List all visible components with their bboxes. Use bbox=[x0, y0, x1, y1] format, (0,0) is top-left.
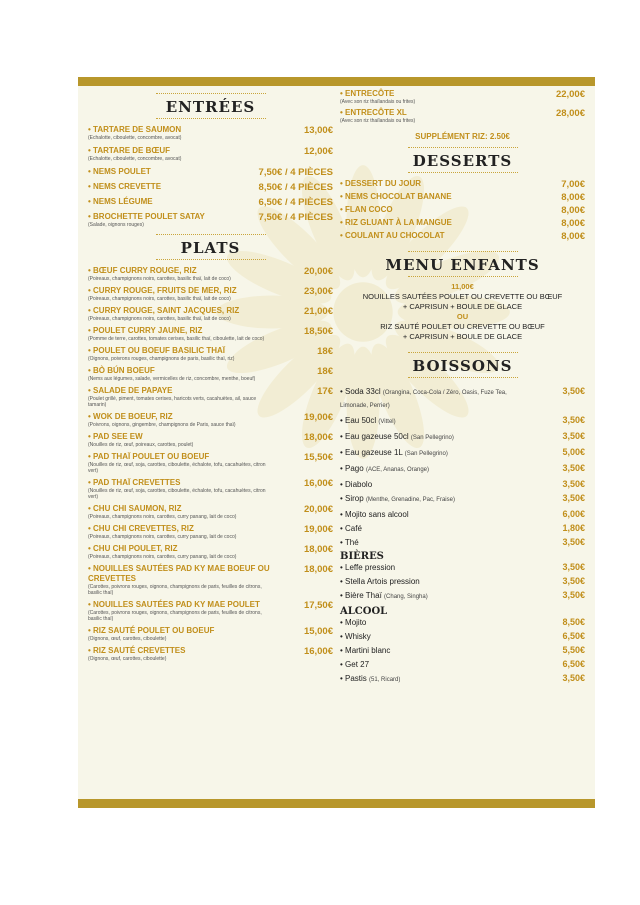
divider bbox=[408, 352, 518, 353]
drink-price: 8,50€ bbox=[562, 617, 585, 627]
menu-item bbox=[88, 197, 333, 207]
drink-price: 3,50€ bbox=[562, 537, 585, 547]
drink-item bbox=[340, 590, 585, 603]
enfants-price: 11,00€ bbox=[451, 282, 474, 291]
top-gold-bar bbox=[78, 77, 595, 86]
item-description: (Nouilles de riz, œuf, soja, carottes, ciboulette, échalote, tofu, cacahuètes, citron vert) bbox=[88, 462, 266, 474]
right-column bbox=[340, 89, 585, 689]
item-description: (Nems aux légumes, salade, vermicelles de riz, concombre, menthe, boeuf) bbox=[88, 376, 256, 382]
item-description: (Avec son riz thaïlandais ou frites) bbox=[340, 99, 416, 105]
drink-price: 3,50€ bbox=[562, 562, 585, 572]
divider bbox=[408, 251, 518, 252]
drink-label: • Diabolo bbox=[340, 480, 373, 489]
drink-label: • Whisky bbox=[340, 632, 371, 641]
menu-item bbox=[88, 286, 333, 302]
drink-name bbox=[340, 673, 585, 686]
menu-item bbox=[88, 306, 333, 322]
item-name: • RIZ GLUANT À LA MANGUE bbox=[340, 218, 452, 227]
item-name: • PAD THAÏ CREVETTES bbox=[88, 478, 181, 487]
item-name: • WOK DE BOEUF, RIZ bbox=[88, 412, 173, 421]
drink-item bbox=[340, 576, 585, 587]
drink-item bbox=[340, 386, 585, 412]
drink-name bbox=[340, 645, 585, 656]
menu-item bbox=[88, 600, 333, 622]
menu-page bbox=[78, 77, 595, 808]
menu-item bbox=[88, 146, 333, 162]
menu-item bbox=[88, 524, 333, 540]
drink-item bbox=[340, 509, 585, 520]
menu-item bbox=[340, 205, 585, 215]
item-price: 21,00€ bbox=[303, 306, 333, 317]
drink-price: 3,50€ bbox=[562, 431, 585, 441]
item-name: • NEMS CREVETTE bbox=[88, 182, 162, 191]
drink-label: • Mojito sans alcool bbox=[340, 510, 409, 519]
divider bbox=[156, 234, 266, 235]
boissons-title: BOISSONS bbox=[412, 357, 513, 375]
item-description: (Poireaux, champignons noirs, carottes, basilic thaï, lait de coco) bbox=[88, 316, 231, 322]
drink-price: 3,50€ bbox=[562, 673, 585, 683]
drink-item bbox=[340, 523, 585, 534]
item-name: • PAD THAÏ POULET OU BOEUF bbox=[88, 452, 210, 461]
drink-name bbox=[340, 523, 585, 534]
drink-item bbox=[340, 479, 585, 490]
drink-price: 6,50€ bbox=[562, 659, 585, 669]
menu-item bbox=[88, 125, 333, 141]
item-name: • NOUILLES SAUTÉES PAD KY MAE BOEUF OU CREVETTES bbox=[88, 564, 270, 583]
item-name: • NOUILLES SAUTÉES PAD KY MAE POULET bbox=[88, 600, 260, 609]
drink-price: 1,80€ bbox=[562, 523, 585, 533]
item-price: 18€ bbox=[317, 346, 333, 357]
item-price: 20,00€ bbox=[303, 266, 333, 277]
drink-name bbox=[340, 431, 585, 444]
item-description: (Poireaux, champignons noirs, carottes, curry panang, lait de coco) bbox=[88, 534, 237, 540]
item-description: (Pomme de terre, carottes, tomates cerises, basilic thaï, ciboulette, lait de coco) bbox=[88, 336, 265, 342]
item-name: • NEMS CHOCOLAT BANANE bbox=[340, 192, 452, 201]
item-description: (Nouilles de riz, œuf, poireaux, carottes, poulet) bbox=[88, 442, 194, 448]
item-name: • BŒUF CURRY ROUGE, RIZ bbox=[88, 266, 197, 275]
drink-price: 3,50€ bbox=[562, 463, 585, 473]
drink-label: • Eau gazeuse 50cl bbox=[340, 432, 409, 441]
drink-label: • Soda 33cl bbox=[340, 387, 381, 396]
drink-item bbox=[340, 673, 585, 686]
divider bbox=[408, 147, 518, 148]
drink-detail: (51, Ricard) bbox=[369, 677, 401, 683]
drink-detail: (Orangina, Coca-Cola / Zéro, Oasis, Fuze Tea, Limonade, Perrier) bbox=[340, 390, 507, 409]
divider bbox=[408, 276, 518, 277]
item-price: 22,00€ bbox=[555, 89, 585, 100]
drink-label: • Pastis bbox=[340, 674, 367, 683]
drink-price: 3,50€ bbox=[562, 415, 585, 425]
item-name: • SALADE DE PAPAYE bbox=[88, 386, 173, 395]
item-name: • ENTRECÔTE bbox=[340, 89, 395, 98]
desserts-title: DESSERTS bbox=[412, 152, 513, 170]
drink-item bbox=[340, 415, 585, 428]
drink-name bbox=[340, 590, 585, 603]
item-name: • CHU CHI SAUMON, RIZ bbox=[88, 504, 182, 513]
divider bbox=[408, 377, 518, 378]
item-price: 18,50€ bbox=[303, 326, 333, 337]
item-description: (Nouilles de riz, œuf, soja, carottes, ciboulette, échalote, tofu, cacahuètes, citron vert) bbox=[88, 488, 266, 500]
plats-title: PLATS bbox=[180, 239, 241, 257]
bottom-gold-bar bbox=[78, 799, 595, 808]
drink-item bbox=[340, 659, 585, 670]
item-description: (Echalotte, ciboulette, concombre, avocat) bbox=[88, 135, 182, 141]
item-name: • BROCHETTE POULET SATAY bbox=[88, 212, 205, 221]
menu-item bbox=[88, 412, 333, 428]
alcool-list bbox=[340, 617, 585, 686]
drink-price: 3,50€ bbox=[562, 576, 585, 586]
entrees-list bbox=[88, 125, 333, 228]
drink-label: • Thé bbox=[340, 538, 359, 547]
drink-detail: (Vittel) bbox=[378, 419, 396, 425]
item-description: (Salade, oignons rouges) bbox=[88, 222, 144, 228]
menu-item bbox=[88, 432, 333, 448]
plats-list bbox=[88, 266, 333, 662]
menu-item bbox=[340, 192, 585, 202]
drink-label: • Stella Artois pression bbox=[340, 577, 420, 586]
item-description: (Oignons, œuf, carottes, ciboulette) bbox=[88, 656, 167, 662]
drink-name bbox=[340, 617, 585, 628]
drink-price: 6,00€ bbox=[562, 509, 585, 519]
menu-item bbox=[88, 266, 333, 282]
drink-price: 3,50€ bbox=[562, 386, 585, 396]
enfants-option-1: NOUILLES SAUTÉES POULET OU CREVETTE OU BŒUF bbox=[362, 292, 563, 301]
left-column bbox=[88, 89, 333, 666]
item-description: (Echalotte, ciboulette, concombre, avocat) bbox=[88, 156, 182, 162]
menu-item bbox=[88, 386, 333, 408]
menu-item bbox=[88, 544, 333, 560]
drink-detail: (Chang, Singha) bbox=[384, 594, 428, 600]
item-name: • PAD SEE EW bbox=[88, 432, 143, 441]
enfants-option-1-extra: + CAPRISUN + BOULE DE GLACE bbox=[402, 302, 523, 311]
drink-item bbox=[340, 617, 585, 628]
item-price: 18€ bbox=[317, 366, 333, 377]
divider bbox=[156, 93, 266, 94]
drink-name bbox=[340, 386, 585, 412]
drink-detail: (Menthe, Grenadine, Pac, Fraise) bbox=[365, 497, 455, 503]
item-price: 15,50€ bbox=[303, 452, 333, 463]
drink-label: • Leffe pression bbox=[340, 563, 396, 572]
menu-item bbox=[88, 182, 333, 192]
item-name: • RIZ SAUTÉ POULET OU BOEUF bbox=[88, 626, 215, 635]
item-name: • DESSERT DU JOUR bbox=[340, 179, 422, 188]
item-price: 7,50€ / 4 PIÈCES bbox=[258, 212, 333, 223]
drink-price: 6,50€ bbox=[562, 631, 585, 641]
item-price: 8,00€ bbox=[561, 231, 585, 242]
item-price: 17,50€ bbox=[303, 600, 333, 611]
enfants-ou: OU bbox=[456, 312, 469, 321]
menu-item bbox=[340, 179, 585, 189]
item-name: • NEMS POULET bbox=[88, 167, 151, 176]
drink-name bbox=[340, 562, 585, 573]
desserts-list bbox=[340, 179, 585, 241]
entrees-title: ENTRÉES bbox=[165, 98, 256, 116]
boissons-list bbox=[340, 386, 585, 548]
item-name: • CURRY ROUGE, SAINT JACQUES, RIZ bbox=[88, 306, 240, 315]
drink-item bbox=[340, 631, 585, 642]
drink-name bbox=[340, 493, 585, 506]
drink-label: • Pago bbox=[340, 464, 364, 473]
item-name: • ENTRECÔTE XL bbox=[340, 108, 407, 117]
item-price: 20,00€ bbox=[303, 504, 333, 515]
drink-item bbox=[340, 562, 585, 573]
bieres-title: BIÈRES bbox=[340, 551, 384, 562]
item-name: • POULET CURRY JAUNE, RIZ bbox=[88, 326, 203, 335]
item-description: (Carottes, poivrons rouges, oignons, champignons de paris, feuilles de citrons, basilic thaï) bbox=[88, 610, 262, 622]
drink-detail: (San Pellegrino) bbox=[404, 451, 448, 457]
item-price: 18,00€ bbox=[303, 564, 333, 575]
drink-label: • Eau 50cl bbox=[340, 416, 377, 425]
menu-item bbox=[340, 89, 585, 105]
divider bbox=[156, 118, 266, 119]
drink-label: • Get 27 bbox=[340, 660, 370, 669]
bieres-list bbox=[340, 562, 585, 603]
item-price: 18,00€ bbox=[303, 432, 333, 443]
item-description: (Oignons, poivrons rouges, champignons de paris, basilic thaï, riz) bbox=[88, 356, 235, 362]
drink-label: • Mojito bbox=[340, 618, 367, 627]
drink-item bbox=[340, 447, 585, 460]
item-name: • RIZ SAUTÉ CREVETTES bbox=[88, 646, 186, 655]
enfants-option-2-extra: + CAPRISUN + BOULE DE GLACE bbox=[402, 332, 523, 341]
drink-label: • Eau gazeuse 1L bbox=[340, 448, 403, 457]
item-description: (Poireaux, champignons noirs, carottes, basilic thaï, lait de coco) bbox=[88, 276, 231, 282]
item-description: (Avec son riz thaïlandais ou frites) bbox=[340, 118, 416, 124]
drink-name bbox=[340, 631, 585, 642]
item-description: (Poireaux, champignons noirs, carottes, curry panang, lait de coco) bbox=[88, 514, 237, 520]
drink-item bbox=[340, 463, 585, 476]
item-name: • NEMS LÉGUME bbox=[88, 197, 153, 206]
menu-item bbox=[88, 167, 333, 177]
drink-name bbox=[340, 447, 585, 460]
drink-price: 5,50€ bbox=[562, 645, 585, 655]
menu-item bbox=[88, 452, 333, 474]
supplement-riz: SUPPLÉMENT RIZ: 2.50€ bbox=[415, 132, 510, 141]
item-price: 8,00€ bbox=[561, 192, 585, 203]
drink-name bbox=[340, 509, 585, 520]
drink-name bbox=[340, 576, 585, 587]
drink-name bbox=[340, 463, 585, 476]
item-name: • CURRY ROUGE, FRUITS DE MER, RIZ bbox=[88, 286, 237, 295]
drink-item bbox=[340, 493, 585, 506]
menu-item bbox=[88, 326, 333, 342]
item-price: 8,50€ / 4 PIÈCES bbox=[258, 182, 333, 193]
item-price: 17€ bbox=[317, 386, 333, 397]
menu-item bbox=[88, 626, 333, 642]
menu-item bbox=[88, 478, 333, 500]
item-price: 23,00€ bbox=[303, 286, 333, 297]
drink-name bbox=[340, 479, 585, 490]
item-price: 13,00€ bbox=[303, 125, 333, 136]
item-price: 19,00€ bbox=[303, 524, 333, 535]
enfants-option-2: RIZ SAUTÉ POULET OU CREVETTE OU BŒUF bbox=[380, 322, 545, 331]
menu-item bbox=[88, 212, 333, 228]
item-description: (Poireaux, champignons noirs, carottes, basilic thaï, lait de coco) bbox=[88, 296, 231, 302]
item-name: • COULANT AU CHOCOLAT bbox=[340, 231, 445, 240]
drink-label: • Bière Thaï bbox=[340, 591, 382, 600]
enfants-title: MENU ENFANTS bbox=[385, 256, 540, 274]
item-description: (Carottes, poivrons rouges, oignons, champignons de paris, feuilles de citrons, basilic thaï) bbox=[88, 584, 262, 596]
drink-label: • Martini blanc bbox=[340, 646, 391, 655]
item-price: 18,00€ bbox=[303, 544, 333, 555]
entrecote-list bbox=[340, 89, 585, 124]
drink-name bbox=[340, 659, 585, 670]
divider bbox=[408, 172, 518, 173]
item-price: 7,00€ bbox=[561, 179, 585, 190]
item-price: 8,00€ bbox=[561, 205, 585, 216]
item-price: 7,50€ / 4 PIÈCES bbox=[258, 167, 333, 178]
item-name: • TARTARE DE BŒUF bbox=[88, 146, 171, 155]
drink-detail: (ACE, Ananas, Orange) bbox=[365, 467, 429, 473]
item-price: 15,00€ bbox=[303, 626, 333, 637]
item-price: 16,00€ bbox=[303, 478, 333, 489]
item-name: • CHU CHI POULET, RIZ bbox=[88, 544, 178, 553]
menu-item bbox=[340, 218, 585, 228]
item-name: • CHU CHI CREVETTES, RIZ bbox=[88, 524, 194, 533]
drink-label: • Sirop bbox=[340, 494, 364, 503]
item-description: (Poireaux, champignons noirs, carottes, curry panang, lait de coco) bbox=[88, 554, 237, 560]
drink-label: • Café bbox=[340, 524, 362, 533]
drink-item bbox=[340, 645, 585, 656]
item-price: 19,00€ bbox=[303, 412, 333, 423]
item-description: (Oignons, œuf, carottes, ciboulette) bbox=[88, 636, 167, 642]
alcool-title: ALCOOL bbox=[340, 606, 388, 617]
drink-price: 5,00€ bbox=[562, 447, 585, 457]
menu-item bbox=[340, 108, 585, 124]
drink-name bbox=[340, 537, 585, 548]
drink-price: 3,50€ bbox=[562, 479, 585, 489]
menu-item bbox=[88, 346, 333, 362]
drink-item bbox=[340, 431, 585, 444]
drink-item bbox=[340, 537, 585, 548]
item-price: 6,50€ / 4 PIÈCES bbox=[258, 197, 333, 208]
item-description: (Poulet grillé, piment, tomates cerises, haricots verts, cacahuètes, ail, sauce tamarin) bbox=[88, 396, 257, 408]
divider bbox=[156, 259, 266, 260]
item-name: • BÒ BÚN BOEUF bbox=[88, 366, 155, 375]
item-name: • TARTARE DE SAUMON bbox=[88, 125, 182, 134]
drink-name bbox=[340, 415, 585, 428]
item-price: 8,00€ bbox=[561, 218, 585, 229]
menu-item bbox=[340, 231, 585, 241]
menu-item bbox=[88, 504, 333, 520]
item-name: • POULET OU BOEUF BASILIC THAÏ bbox=[88, 346, 226, 355]
drink-price: 3,50€ bbox=[562, 493, 585, 503]
item-description: (Poivrons, oignons, gingembre, champignons de Paris, sauce thaï) bbox=[88, 422, 236, 428]
item-name: • FLAN COCO bbox=[340, 205, 393, 214]
drink-detail: (San Pellegrino) bbox=[410, 435, 454, 441]
item-price: 28,00€ bbox=[555, 108, 585, 119]
item-price: 12,00€ bbox=[303, 146, 333, 157]
menu-item bbox=[88, 564, 333, 596]
menu-item bbox=[88, 366, 333, 382]
drink-price: 3,50€ bbox=[562, 590, 585, 600]
item-price: 16,00€ bbox=[303, 646, 333, 657]
menu-item bbox=[88, 646, 333, 662]
